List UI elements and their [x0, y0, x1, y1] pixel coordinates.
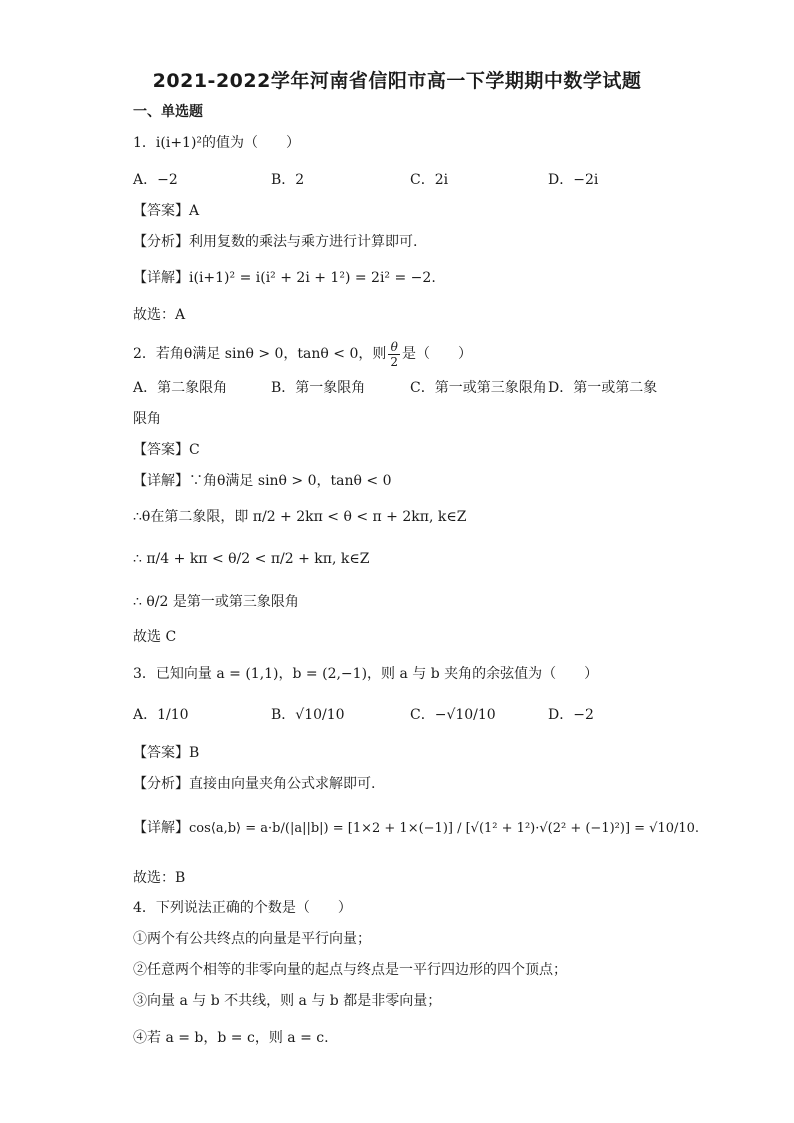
q3-answer: 【答案】B	[133, 745, 200, 761]
q2-option-d: D．第一或第二象	[548, 380, 658, 396]
q4-statement-2: ②任意两个相等的非零向量的起点与终点是一平行四边形的四个顶点；	[133, 962, 567, 978]
q2-option-c: C．第一或第三象限角	[410, 380, 547, 396]
q2-stem	[133, 338, 472, 370]
q3-analysis: 【分析】直接由向量夹角公式求解即可.	[133, 776, 376, 792]
q2-option-b: B．第一象限角	[271, 380, 366, 396]
q2-stem-text-b: 是（ ）	[402, 346, 473, 362]
q2-stem-fraction: $\frac{\theta}{2}$	[390, 339, 399, 369]
q3-detail	[133, 818, 699, 839]
q2-step-3: ∴ θ/2 是第一或第三象限角	[133, 594, 299, 610]
q3-detail-expression: cos⟨a,b⟩ = a·b/(|a||b|) = [1×2 + 1×(−1)] / [√(1² + 1²)·√(2² + (−1)²)] = √10/10.	[189, 821, 700, 836]
q3-stem: 3．已知向量 a = (1,1)，b = (2,−1)，则 a 与 b 夹角的余弦值为（ ）	[133, 666, 599, 682]
q1-option-b: B．2	[271, 172, 305, 188]
q4-statement-4: ④若 a = b，b = c，则 a = c.	[133, 1030, 329, 1046]
q3-conclusion: 故选：B	[133, 870, 186, 886]
q2-step-2: ∴ π/4 + kπ < θ/2 < π/2 + kπ, k∈Z	[133, 551, 370, 567]
q2-detail: 【详解】∵角θ满足 sinθ > 0，tanθ < 0	[133, 473, 392, 489]
page-title: 2021-2022学年河南省信阳市高一下学期期中数学试题	[152, 70, 642, 92]
q1-analysis: 【分析】利用复数的乘法与乘方进行计算即可.	[133, 234, 418, 250]
q2-answer: 【答案】C	[133, 442, 200, 458]
q3-detail-label: 【详解】	[133, 820, 189, 836]
q3-option-a: A．1/10	[133, 707, 189, 723]
q4-stem: 4．下列说法正确的个数是（ ）	[133, 900, 352, 916]
q2-stem-text-a: 2．若角θ满足 sinθ > 0，tanθ < 0，则	[133, 346, 387, 362]
q4-statement-3: ③向量 a 与 b 不共线，则 a 与 b 都是非零向量；	[133, 993, 442, 1009]
q1-option-a: A．−2	[133, 172, 178, 188]
q2-conclusion: 故选 C	[133, 629, 177, 645]
q3-option-d: D．−2	[548, 707, 594, 723]
q1-detail: 【详解】i(i+1)² = i(i² + 2i + 1²) = 2i² = −2.	[133, 270, 436, 286]
q1-answer: 【答案】A	[133, 203, 200, 219]
q3-option-b: B．√10/10	[271, 707, 345, 723]
q3-option-c: C．−√10/10	[410, 707, 496, 723]
q2-option-a: A．第二象限角	[133, 380, 228, 396]
q4-statement-1: ①两个有公共终点的向量是平行向量；	[133, 931, 371, 947]
q1-option-c: C．2i	[410, 172, 449, 188]
q1-conclusion: 故选：A	[133, 307, 186, 323]
q2-option-wrap: 限角	[133, 411, 161, 427]
q1-stem: 1．i(i+1)²的值为（ ）	[133, 135, 301, 151]
q2-step-1: ∴θ在第二象限，即 π/2 + 2kπ < θ < π + 2kπ, k∈Z	[133, 509, 467, 525]
section-heading: 一、单选题	[133, 104, 203, 120]
q1-option-d: D．−2i	[548, 172, 599, 188]
